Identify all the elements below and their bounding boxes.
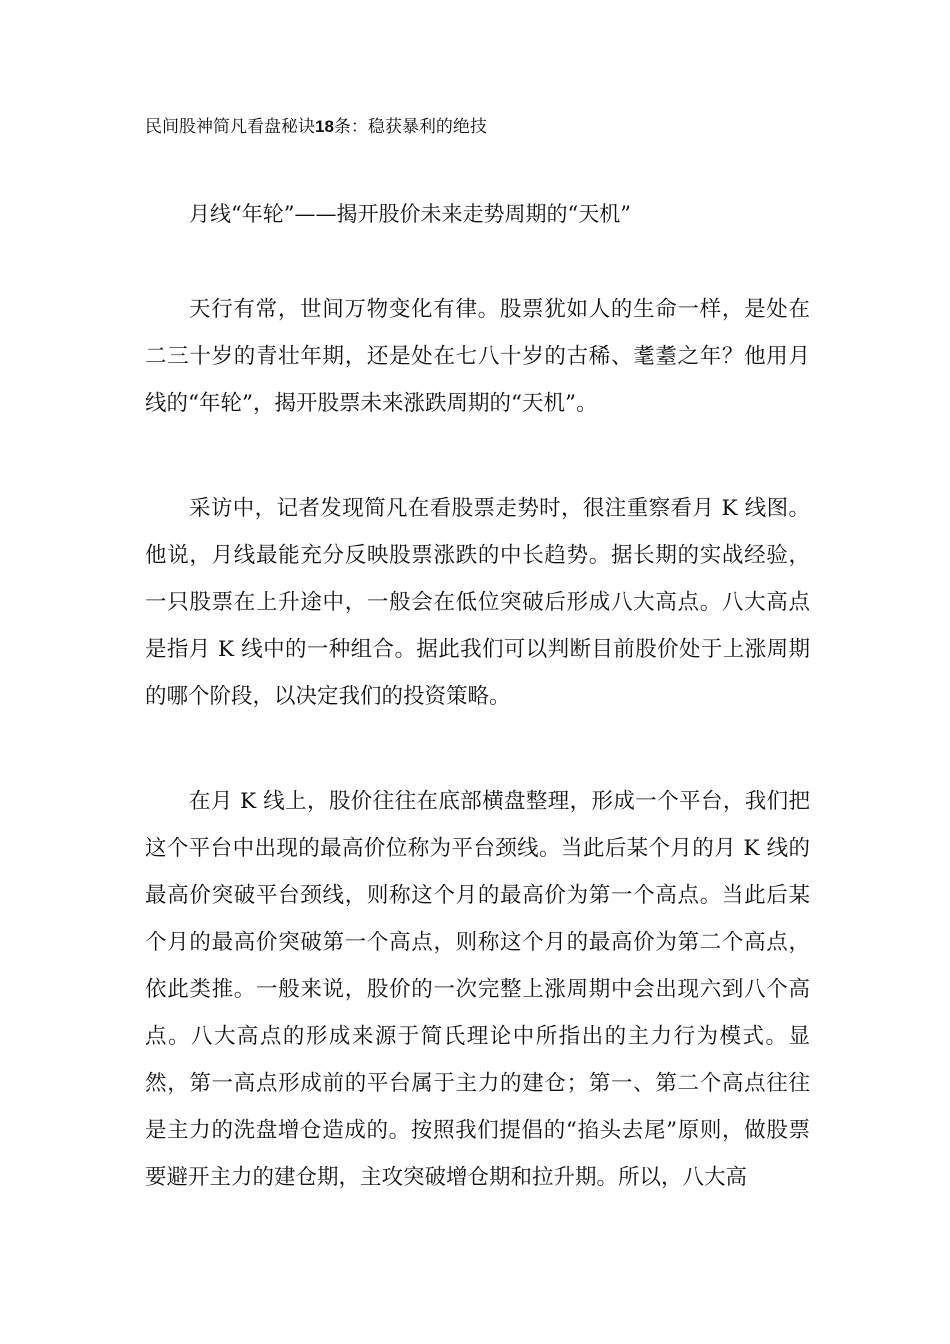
body-paragraph-2: 采访中，记者发现简凡在看股票走势时，很注重察看月 K 线图。他说，月线最能充分反映股票涨跌的中长趋势。据长期的实战经验，一只股票在上升途中，一般会在低位突破后形成八大高点。八大高点是指月 K 线中的一种组合。据此我们可以判断目前股价处于上涨周期的哪个阶段，以决定我们的投资策略。	[145, 496, 810, 709]
body-paragraph-3: 在月 K 线上，股价往往在底部横盘整理，形成一个平台，我们把这个平台中出现的最高价位称为平台颈线。当此后某个月的月 K 线的最高价突破平台颈线，则称这个月的最高价为第一个高点。当此后某个月的最高价突破第一个高点，则称这个月的最高价为第二个高点，依此类推。一般来说，股价的一次完整上涨周期中会出现六到八个高点。八大高点的形成来源于简氏理论中所指出的主力行为模式。显然，第一高点形成前的平台属于主力的建仓；第一、第二个高点往往是主力的洗盘增仓造成的。按照我们提倡的“掐头去尾”原则，做股票要避开主力的建仓期，主攻突破增仓期和拉升期。所以，八大高	[145, 789, 810, 1190]
title-number: 18	[315, 117, 334, 136]
title-text-after: 条：稳获暴利的绝技	[333, 117, 487, 137]
body-paragraph-1: 天行有常，世间万物变化有律。股票犹如人的生命一样，是处在二三十岁的青壮年期，还是处在七八十岁的古稀、耄耋之年？他用月线的“年轮”，揭开股票未来涨跌周期的“天机”。	[145, 297, 810, 416]
section-subtitle: 月线“年轮”——揭开股价未来走势周期的“天机”	[189, 202, 631, 226]
title-text-before: 民间股神简凡看盘秘诀	[145, 117, 315, 137]
document-title	[145, 115, 487, 139]
